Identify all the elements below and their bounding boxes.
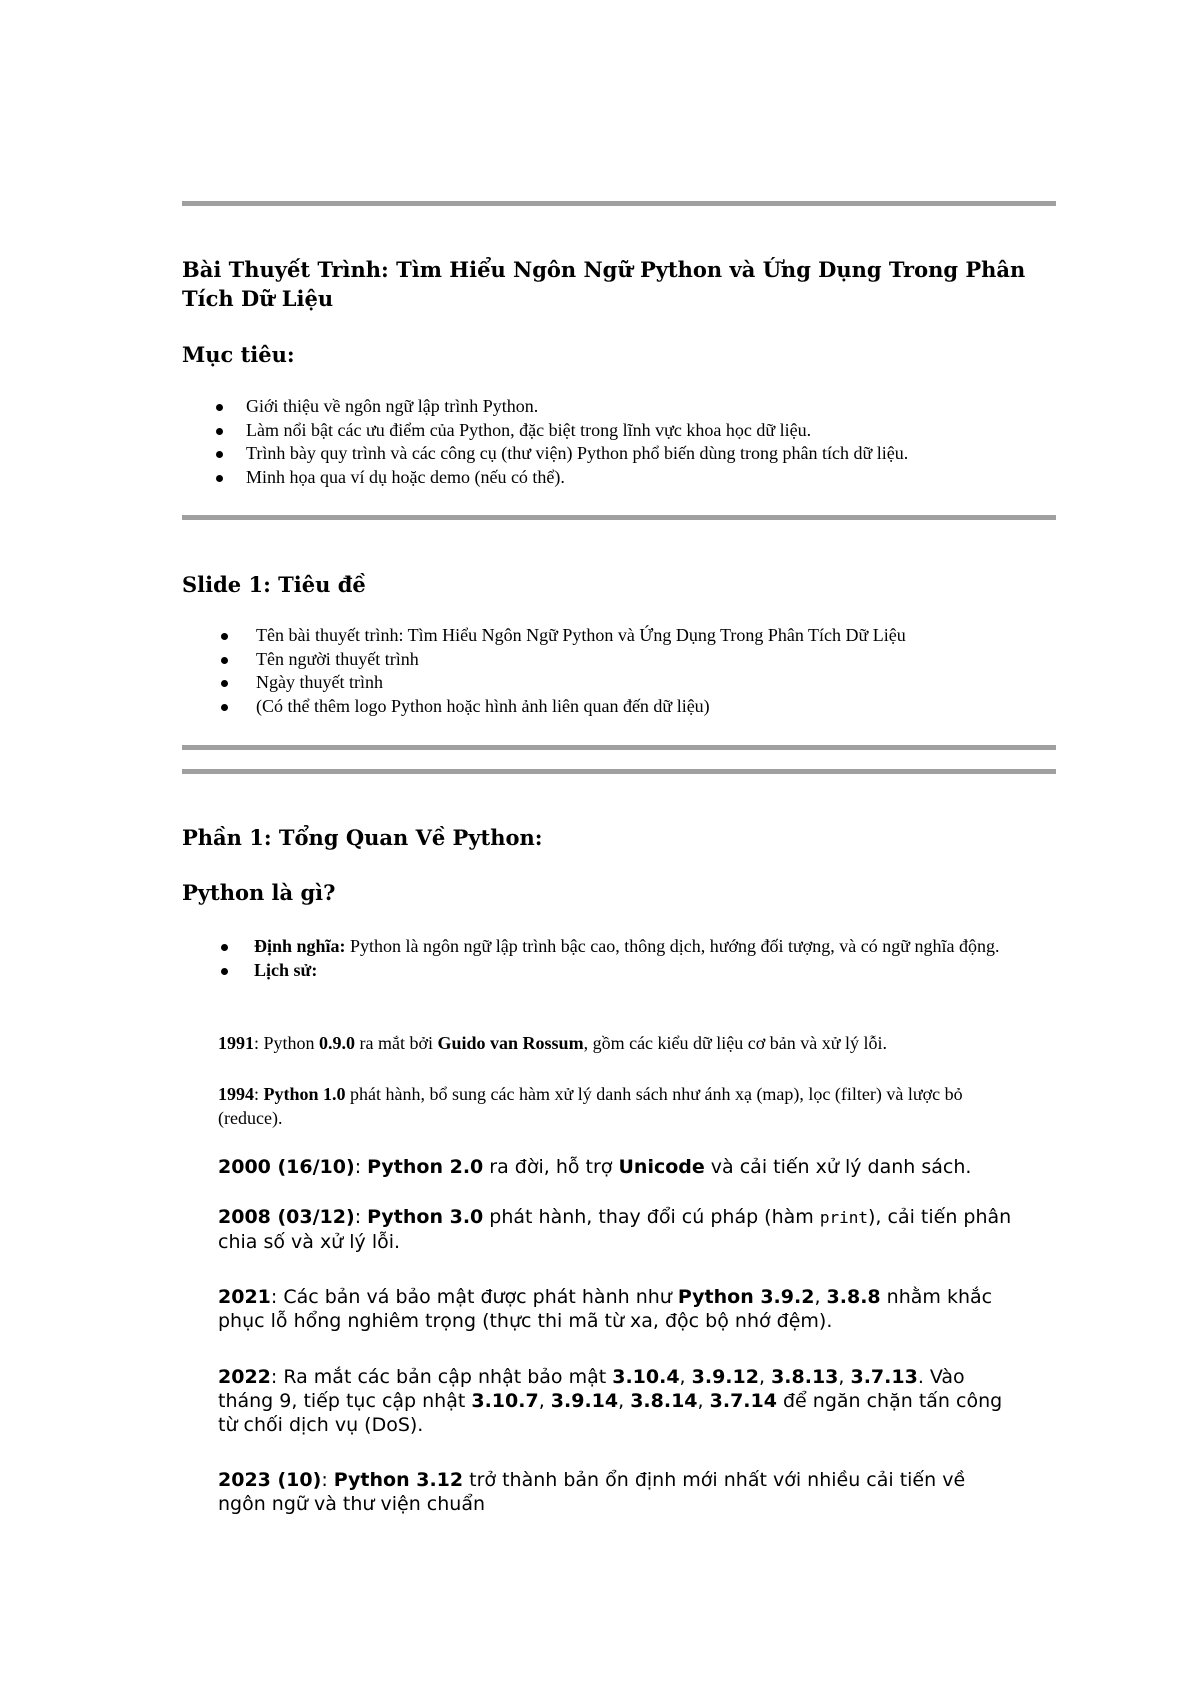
- list-item: Làm nổi bật các ưu điểm của Python, đặc biệt trong lĩnh vực khoa học dữ liệu.: [246, 419, 1046, 443]
- bullet-icon: [216, 451, 223, 458]
- history-1994: 1994: Python 1.0 phát hành, bổ sung các hàm xử lý danh sách như ánh xạ (map), lọc (filter) và lược bỏ (reduce).: [218, 1084, 963, 1128]
- bullet-icon: [216, 404, 223, 411]
- document-title: Bài Thuyết Trình: Tìm Hiểu Ngôn Ngữ Python và Ứng Dụng Trong Phân Tích Dữ Liệu: [182, 257, 1026, 311]
- list-item: Tên người thuyết trình: [256, 648, 1056, 672]
- list-item: (Có thể thêm logo Python hoặc hình ảnh liên quan đến dữ liệu): [256, 695, 1056, 719]
- horizontal-rule: [182, 769, 1056, 774]
- history-2000: 2000 (16/10): Python 2.0 ra đời, hỗ trợ Unicode và cải tiến xử lý danh sách.: [218, 1156, 972, 1178]
- objectives-list: [246, 395, 1046, 489]
- list-item: [254, 959, 1004, 983]
- part1-heading: Phần 1: Tổng Quan Về Python:: [182, 825, 543, 850]
- list-item: Trình bày quy trình và các công cụ (thư viện) Python phổ biến dùng trong phân tích dữ liệu.: [246, 442, 1046, 466]
- slide1-list: [256, 624, 1056, 718]
- objectives-heading: Mục tiêu:: [182, 342, 295, 367]
- history-label: Lịch sử:: [254, 959, 318, 980]
- list-item: [254, 935, 1004, 959]
- slide1-heading: Slide 1: Tiêu đề: [182, 572, 366, 597]
- bullet-icon: [221, 657, 228, 664]
- history-2023: 2023 (10): Python 3.12 trở thành bản ổn định mới nhất với nhiều cải tiến về ngôn ngữ và thư viện chuẩn: [218, 1469, 966, 1515]
- bullet-icon: [221, 680, 228, 687]
- list-item: Ngày thuyết trình: [256, 671, 1056, 695]
- history-2021: 2021: Các bản vá bảo mật được phát hành như Python 3.9.2, 3.8.8 nhằm khắc phục lỗ hổng nghiêm trọng (thực thi mã từ xa, độc bộ nhớ đệm).: [218, 1286, 993, 1332]
- history-2022: 2022: Ra mắt các bản cập nhật bảo mật 3.10.4, 3.9.12, 3.8.13, 3.7.13. Vào tháng 9, tiếp tục cập nhật 3.10.7, 3.9.14, 3.8.14, 3.7.14 để ngăn chặn tấn công từ chối dịch vụ (DoS).: [218, 1366, 1003, 1436]
- horizontal-rule: [182, 201, 1056, 206]
- bullet-icon: [221, 704, 228, 711]
- part1-list: [254, 935, 1004, 982]
- list-item: Giới thiệu về ngôn ngữ lập trình Python.: [246, 395, 1046, 419]
- list-item: Minh họa qua ví dụ hoặc demo (nếu có thể).: [246, 466, 1046, 490]
- history-1991: 1991: Python 0.9.0 ra mắt bởi Guido van Rossum, gồm các kiểu dữ liệu cơ bản và xử lý lỗi.: [218, 1033, 888, 1053]
- list-item: Tên bài thuyết trình: Tìm Hiểu Ngôn Ngữ Python và Ứng Dụng Trong Phân Tích Dữ Liệu: [256, 624, 1056, 648]
- print-code: print: [819, 1208, 869, 1227]
- history-2008: 2008 (03/12): Python 3.0 phát hành, thay đổi cú pháp (hàm print), cải tiến phân chia số và xử lý lỗi.: [218, 1206, 1012, 1253]
- definition-text: Python là ngôn ngữ lập trình bậc cao, thông dịch, hướng đối tượng, và có ngữ nghĩa động.: [345, 936, 1000, 956]
- python-what-heading: Python là gì?: [182, 880, 336, 905]
- bullet-icon: [221, 968, 228, 975]
- bullet-icon: [221, 944, 228, 951]
- bullet-icon: [216, 428, 223, 435]
- bullet-icon: [221, 633, 228, 640]
- horizontal-rule: [182, 745, 1056, 750]
- bullet-icon: [216, 475, 223, 482]
- horizontal-rule: [182, 515, 1056, 520]
- definition-label: Định nghĩa:: [254, 936, 346, 956]
